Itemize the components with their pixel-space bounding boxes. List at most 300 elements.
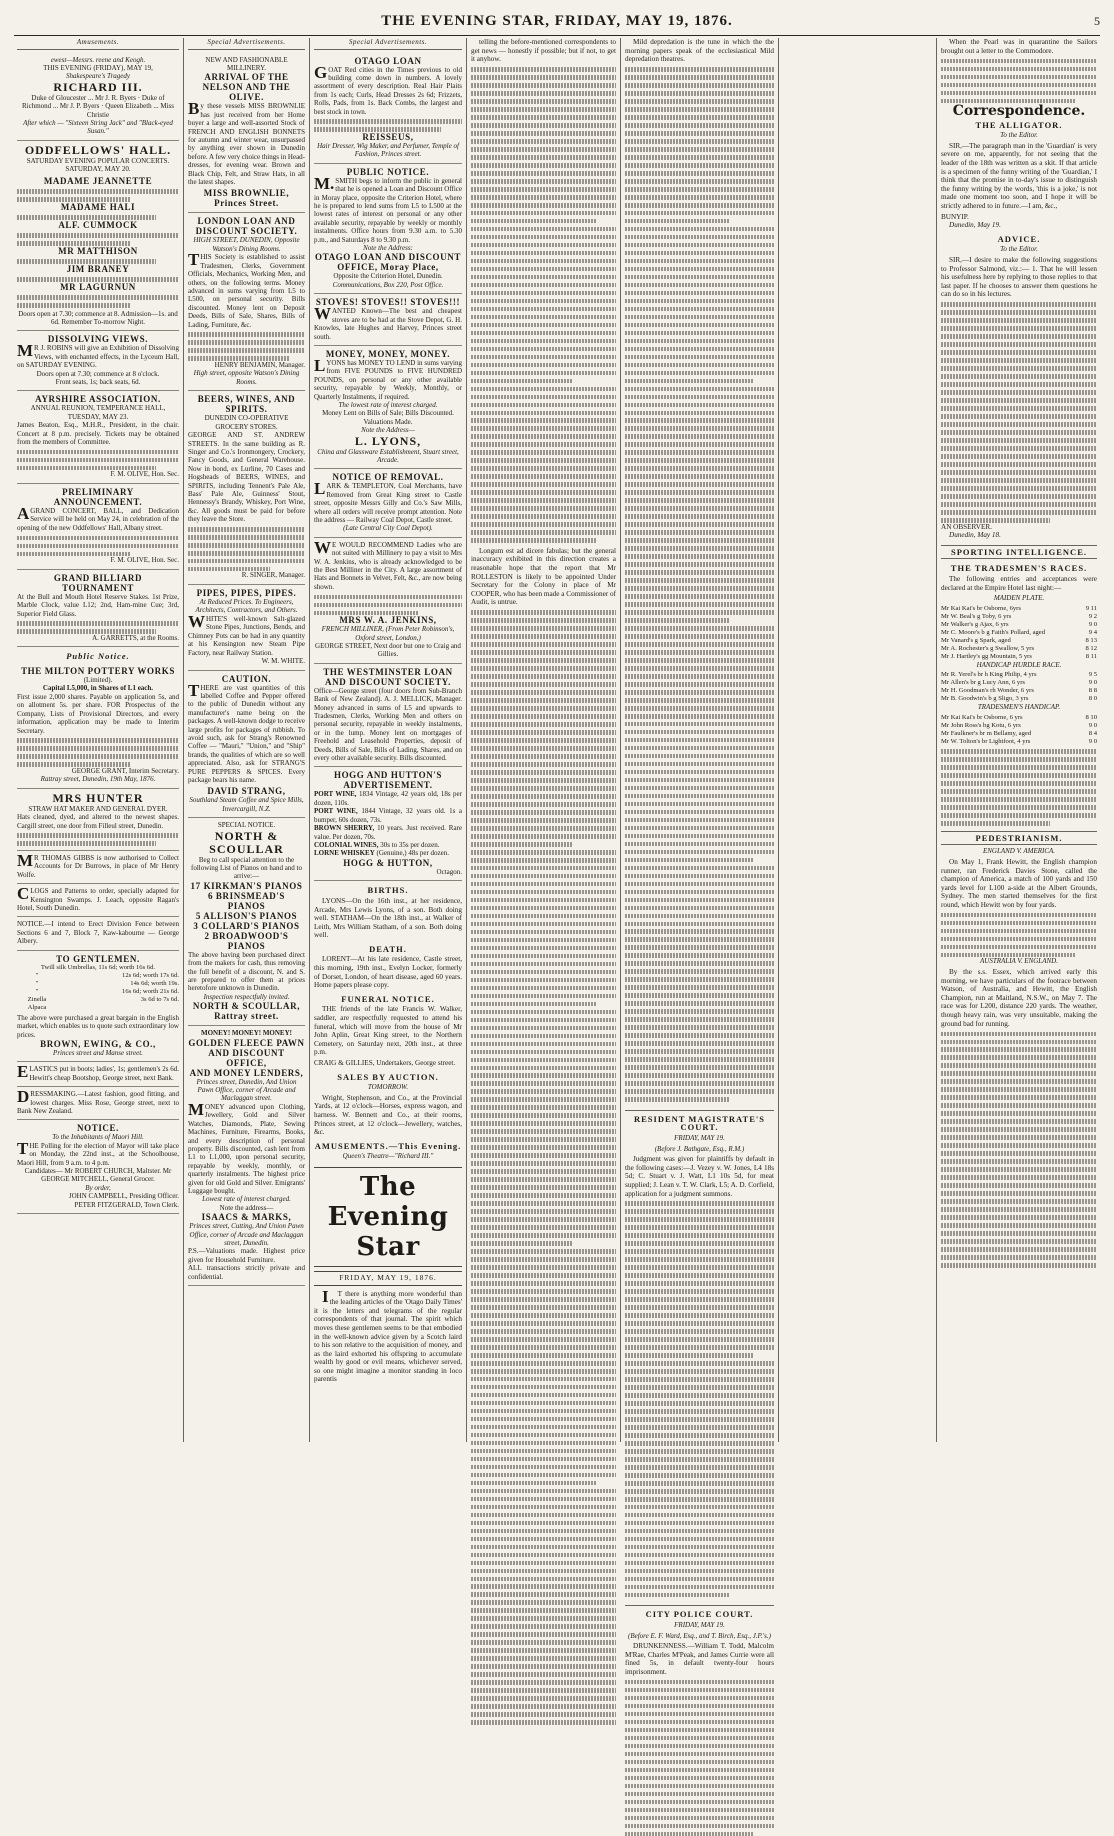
horse-name: Mr Faulkner's br m Bellamy, aged [941,729,1032,737]
column-3 [311,38,465,1442]
text-line [625,115,774,120]
letter-body: SIR,—The paragraph man in the 'Guardian' is very severe on me, apparently, for not seeing that the leader of the 18th was written as a skit. If that article is a specimen of the funny writing of the 'Guardian,' I think that the promise in to-day's issue to distinguish the funny writing by the words, 'this is a joke,' is not made one moment too soon, and I hope it will be strictly adhered to in future.—I am, &c., [941,141,1097,211]
performer: MADAME JEANNETTE [43,175,153,186]
races-title: THE TRADESMEN'S RACES. [950,563,1088,574]
race-table [941,714,1097,746]
ad-line: After which — "Sixteen String Jack" and "Black-eyed Susan." [23,119,173,136]
text-line [625,251,774,256]
text-line [625,1233,774,1238]
horse-weight: 8 8 [1088,687,1097,695]
text-line [471,650,616,655]
column-6 [938,38,1100,1442]
ad-body: MONEY advanced upon Clothing, Jewellery, Gold and Silver Watches, Diamonds, Plate, Sewing Machines, Furniture, Firearms, Books, and every description of personal property. Bills discounted, cash lent from L1 to L1,000, upon personal security, repayable by weekly, monthly, or quarterly instalments. The highest price given for old Gold and Silver. Emigrants' Luggage bought. [188,1099,305,1195]
horse-name: Mr R. Yerel's br h King Philip, 4 yrs [941,671,1037,679]
table-row [17,972,179,980]
funeral-text: THE friends of the late Francis W. Walker, saddler, are respectfully requested to attend his funeral, which will move from the house of Mr John Aplin, Great King street, to the Northern Cemetery, on Saturday next, 20th inst., at three p.m. [314,1005,462,1057]
text-line [625,490,774,495]
letter-signature: AN OBSERVER. [941,522,992,531]
text-line [471,227,616,232]
text-line [941,1047,1097,1052]
text-line [625,75,774,80]
text-line [471,666,616,671]
text-line [17,241,130,246]
text-line [625,1369,774,1374]
text-line [471,1632,616,1637]
text-line [471,1034,616,1039]
text-line [471,1688,616,1693]
text-line [625,211,774,216]
text-line [625,778,774,783]
table-row [941,722,1097,730]
text-line [625,1585,774,1590]
text-line [188,543,305,548]
leading-article: IT there is anything more wonderful than the leading articles of the 'Otago Daily Times' it is the letters and telegrams of the regular correspondents of that journal. The spirit which moves these gentlemen seems to be that embodied in the well-known advice given by a Scotch laird to his son relative to the acquisition of money, and as the laird exhorted his offspring to accumulate wealth by good or evil means, whichever served, so one might imagine a monitor standing in loco parentis [314,1286,462,1384]
ad-signature: F. M. OLIVE, Hon. Sec. [110,470,179,479]
column-rule [778,38,779,1442]
text-line [471,538,596,543]
text-line [625,1441,774,1446]
sales-sub: TOMORROW. [367,1083,409,1092]
text-line [625,1345,774,1350]
ad-body: The above were purchased a great bargain in the English market, which enables us to quote such extraordinary low prices. [17,1013,179,1039]
text-line [941,1215,1097,1220]
ad-london-loan [188,213,305,391]
ad-signature: HENRY BENJAMIN, Manager. [214,360,305,369]
ad-date: SATURDAY, MAY 20. [65,165,131,174]
article-text-block [941,749,1097,825]
text-line [471,522,616,527]
race-table [941,605,1097,661]
text-line [471,778,616,783]
text-line [471,99,616,104]
ad-title: DISSOLVING VIEWS. [47,334,149,345]
ad-address: GEORGE STREET, Next door but one to Craig and Gillies. [315,642,461,659]
letter-body: SIR,—I desire to make the following suggestions to Professor Salmond, viz.:— 1. That he will lessen his usefulness here by replying to those replies to that last paper. If he chooses to answer them questions he can do so in his lectures. [941,256,1097,299]
text-line [625,1073,774,1078]
text-line [941,1231,1097,1236]
text-line [471,1385,616,1390]
price-label: Twill silk Umbrellas, 11s 6d; worth 16s 6d. [40,963,156,971]
table-row [941,695,1097,703]
nameplate-block [314,1167,462,1267]
letter-title: ADVICE. [997,233,1041,244]
column-4 [468,38,619,1442]
text-line [941,422,1097,427]
wine-desc: 30s to 35s per dozen. [380,840,440,849]
column-rule [309,38,310,1442]
city-police-date: FRIDAY, MAY 19. [674,1620,725,1629]
text-line [625,1401,774,1406]
text-line [625,754,774,759]
text-line [471,395,616,400]
text-line [941,953,1075,958]
text-line [625,403,774,408]
text-line [625,1497,774,1502]
ad-signature: NORTH & SCOULLAR, Rattray street. [192,1001,301,1022]
text-line [471,1026,616,1031]
text-line [471,1209,616,1214]
text-line [625,1337,774,1342]
text-line [471,914,616,919]
text-line [625,1009,774,1014]
text-line [471,786,616,791]
text-line [471,1185,616,1190]
table-row [941,629,1097,637]
text-line [471,434,616,439]
text-line [625,1792,774,1797]
ad-doors: Doors open at 7.30; commence at 8 o'clock. [36,369,160,378]
text-line [941,1247,1097,1252]
text-line [625,474,774,479]
ad-line: ewest—Messrs. reene and Keogh. [50,55,146,64]
text-line [17,754,179,759]
text-line [625,834,774,839]
text-line [471,371,616,376]
ad-date: Rattray street, Dunedin, 19th May, 1876. [40,775,156,784]
wine-name: COLONIAL WINES, [314,840,379,849]
text-line [625,898,774,903]
funeral-head: FUNERAL NOTICE. [341,993,435,1004]
text-line [471,1577,616,1582]
text-line [471,810,616,815]
piano-item: 2 BROADWOOD'S PIANOS [204,930,289,951]
ad-body: ELASTICS put in boots; ladies', 1s; gentlemen's 2s 6d. Hewitt's cheap Bootshop, George street, next Bank. [17,1062,179,1082]
text-line [471,1513,616,1518]
ad-caution [188,671,305,819]
horse-weight: 9 4 [1088,628,1097,636]
text-line [625,163,774,168]
text-line [625,786,774,791]
text-line [625,1473,774,1478]
text-line [471,259,616,264]
ad-signature: A. GARRETTS, at the Rooms. [92,633,179,642]
text-line [625,1081,774,1086]
ad-reisseus [314,53,462,164]
text-line [625,67,774,72]
text-line [625,850,774,855]
column-head: Special Advertisements. [314,38,462,50]
text-line [941,358,1097,363]
column-1 [14,38,182,1442]
text-line [471,1369,616,1374]
text-line [625,690,774,695]
ad-sub: (Late Central City Coal Depot). [343,524,433,533]
text-line [314,603,462,608]
text-line [625,586,774,591]
text-line [625,1417,774,1422]
text-line [471,1042,616,1047]
text-line [625,442,774,447]
text-line [625,1241,774,1246]
text-line [471,922,616,927]
column-rule [466,38,467,1442]
text-line [471,1193,616,1198]
text-line [625,1529,774,1534]
text-line [941,59,1097,64]
text-line [625,1808,774,1813]
ad-signature: R. SINGER, Manager. [241,571,305,580]
text-line [625,411,774,416]
text-line [941,454,1097,459]
text-line [471,1608,616,1613]
text-line [625,578,774,583]
text-line [941,446,1097,451]
text-line [471,946,616,951]
births-head: BIRTHS. [367,885,409,896]
text-line [941,83,1097,88]
table-row [941,738,1097,746]
death-text: LORENT—At his late residence, Castle street, this morning, 19th inst., Evelyn Locker, formerly of Dorset, London, of heart disease, aged 60 years. Home papers please copy. [314,955,462,990]
ad-signature: HOGG & HUTTON, [343,857,433,868]
text-line [471,514,616,519]
letter-title: THE ALLIGATOR. [975,119,1063,130]
text-line [625,1593,729,1598]
ad-cast: Duke of Gloucester ... Mr J. R. Byers · Duke of Richmond ... Mr J. P. Byers · Queen Elizabeth ... Miss Christie [21,93,175,119]
ad-address: Princes street, Cutting, And Union Pawn Office, corner of Arcade and Maclaggan street, Dunedin. [189,1222,304,1247]
text-line [471,1569,616,1574]
text-line [471,1481,596,1486]
text-line [471,682,616,687]
ad-title: RICHARD III. [53,79,143,94]
text-line [941,494,1097,499]
text-line [471,331,616,336]
text-line [625,858,753,863]
text-line [625,1257,774,1262]
performer: ALF. CUMMOCK [58,219,138,230]
text-line [625,922,774,927]
price-value [57,1004,179,1012]
text-line [941,821,1050,826]
text-line [471,1680,616,1685]
text-line [625,714,774,719]
wine-desc: 1834 Vintage, 42 years old, 18s per dozen, 110s. [314,790,462,807]
ad-body: By these vessels MISS BROWNLIE has just received from her Home buyer a large and well-assorted Stock of FRENCH AND ENGLISH BONNETS for autumn and winter wear, unsurpassed by anything ever shown in Dunedin before. A few very choice things in Head-dresses, for evening wear. Brown and Black Chip, Felt, and Straw Hats, in all the latest shapes. [188,99,306,187]
text-line [625,1049,774,1054]
column-rule [183,38,184,1442]
text-line [17,458,179,463]
text-line [471,1545,616,1550]
text-line [471,67,616,72]
text-line [471,1457,616,1462]
text-line [941,1040,1097,1045]
text-line [471,355,616,360]
text-line [625,818,774,823]
wine-name: PORT WINE, [314,807,358,816]
text-line [471,1361,616,1366]
text-line [625,1712,774,1717]
ad-body: The above having been purchased direct from the makers for cash, thus removing the full benefit of a discount, N. and S. are prepared to offer them at prices heretofore unknown in Dunedin. [188,950,305,993]
ad-sub: (Limited). [83,676,113,685]
text-line [471,1233,616,1238]
column-5 [622,38,777,1676]
text-line [188,567,270,572]
text-line [471,698,616,703]
text-line [941,99,1075,104]
text-line [941,334,1097,339]
text-line [625,347,774,352]
text-line [471,235,616,240]
horse-weight: 9 0 [1088,620,1097,628]
text-line [941,502,1097,507]
letter-to: To the Editor. [1000,131,1038,140]
text-line [471,323,616,328]
text-line [941,797,1097,802]
text-line [625,363,774,368]
ad-title: THE WESTMINSTER LOAN AND DISCOUNT SOCIETY. [323,666,453,687]
pedestrianism-sub: ENGLAND V. AMERICA. [982,847,1056,856]
text-line [625,235,774,240]
text-line [625,794,774,799]
ad-dissolving-views [17,331,179,391]
text-line [941,67,1097,72]
ad-stoves [314,294,462,346]
column-head: Amusements. [17,38,179,50]
text-line [471,267,616,272]
text-line [625,1201,774,1206]
text-line [625,259,774,264]
text-line [471,482,616,487]
table-row [941,621,1097,629]
text-line [625,355,774,360]
text-line [941,1207,1097,1212]
table-row [941,645,1097,653]
ad-signature: W. M. WHITE. [261,656,305,665]
piano-item: 3 COLLARD'S PIANOS [193,920,300,931]
text-line [17,536,179,541]
ad-body: WE WOULD RECOMMEND Ladies who are not suited with Millinery to pay a visit to Mrs W. A. Jenkins, who is already acknowledged to be the Best Milliner in the City. A large assortment of Hats and Bonnets in Velvet, Felt, &c., are now being shown. [314,537,462,591]
text-line [941,1079,1097,1084]
text-line [625,139,774,144]
text-line [941,1151,1097,1156]
wine-item [314,824,462,841]
ad-doors: Doors open at 7.30; commence at 8. Admission—1s. and 6d. Remember To-morrow Night. [18,309,178,326]
text-line [471,307,616,312]
article-text-block [625,1680,774,1836]
text-line [625,1465,774,1470]
text-line [471,834,616,839]
price-label: " [35,971,39,979]
horse-name: Mr Vanard's g Spark, aged [941,636,1011,644]
text-line [471,1217,616,1222]
text-line [471,1289,616,1294]
text-line [471,938,616,943]
text-line [471,1696,616,1701]
text-line [471,1273,616,1278]
wine-item [314,807,462,824]
text-line [471,1584,616,1589]
text-line [471,243,616,248]
text-line [625,1089,774,1094]
text-line [471,1640,616,1645]
text-line [941,749,1097,754]
text-line [188,340,305,345]
horse-weight: 8 10 [1085,713,1097,721]
text-line [625,594,774,599]
wine-name: PORT WINE, [314,790,357,799]
text-line [471,147,616,152]
text-line [471,123,616,128]
text-line [625,458,774,463]
text-line [625,275,774,280]
text-line [625,1425,774,1430]
text-line [625,866,774,871]
horse-weight: 8 11 [1085,652,1097,660]
wine-desc: 10 years. Just received. Rare value. Per dozen, 70s. [314,824,462,841]
text-line [625,1800,774,1805]
text-line [625,1449,774,1454]
horse-name: Mr C. Moore's b g Faith's Pollard, aged [941,628,1046,636]
ad-elastics [17,1062,179,1087]
text-line [471,1616,616,1621]
text-line [625,937,774,942]
article-text-block [941,302,1097,522]
ad-address: China and Glassware Establishment, Stuart street, Arcade. [317,447,459,464]
text-line [625,418,774,423]
text-line [941,773,1097,778]
text-line [17,544,179,549]
text-line [625,1409,774,1414]
text-line [941,1167,1097,1172]
ad-body: DRESSMAKING.—Latest fashion, good fitting, and lowest charges. Miss Rose, George street, next to Bank New Zealand. [17,1087,179,1115]
ad-ps: P.S.—Valuations made. Highest price given for Household Furniture. [188,1247,305,1264]
text-line [471,970,616,975]
text-line [625,1353,753,1358]
wine-name: BROWN SHERRY, [314,824,375,833]
text-line [625,99,774,104]
text-line [625,283,774,288]
text-line [941,518,1050,523]
text-line [471,658,616,663]
text-line [625,1832,753,1836]
text-line [625,722,774,727]
ad-billiard-tournament [17,570,179,648]
text-line [625,1361,774,1366]
text-line [471,1553,616,1558]
text-line [471,83,616,88]
text-line [941,462,1097,467]
text-line [625,538,774,543]
text-line [471,466,616,471]
text-line [471,818,616,823]
resident-court-date: FRIDAY, MAY 19. [674,1133,725,1142]
city-police-head: CITY POLICE COURT. [625,1605,774,1619]
text-line [625,1041,774,1046]
text-line [941,486,1097,491]
ad-comm: Communications, Box 220, Post Office. [332,280,444,289]
text-line [625,1784,774,1789]
text-line [471,1129,616,1134]
ad-body: LYONS has MONEY TO LEND in sums varying from FIVE POUNDS to FIVE HUNDRED POUNDS, on personal or any other available security, repayable by Weekly, Monthly, or Quarterly Instalments, if required. [314,355,462,401]
price-value: 3s 6d to 7s 6d. [140,995,179,1003]
text-line [471,195,616,200]
text-line [471,1624,616,1629]
text-line [941,937,1097,942]
text-line [941,1191,1097,1196]
text-line [625,1393,774,1398]
text-line [471,379,573,384]
text-line [188,559,305,564]
text-line [625,299,774,304]
ad-byorder: By order, [85,1183,111,1192]
ad-beers-wines-spirits [188,391,305,585]
text-line [471,1720,616,1725]
text-line [17,303,130,308]
ad-title: PUBLIC NOTICE. [346,166,430,177]
price-label: Alpaca [27,1003,47,1011]
text-line [471,1201,616,1206]
ad-title: PRELIMINARY ANNOUNCEMENT. [53,486,143,507]
ad-title: GRAND BILLIARD TOURNAMENT [53,572,143,593]
